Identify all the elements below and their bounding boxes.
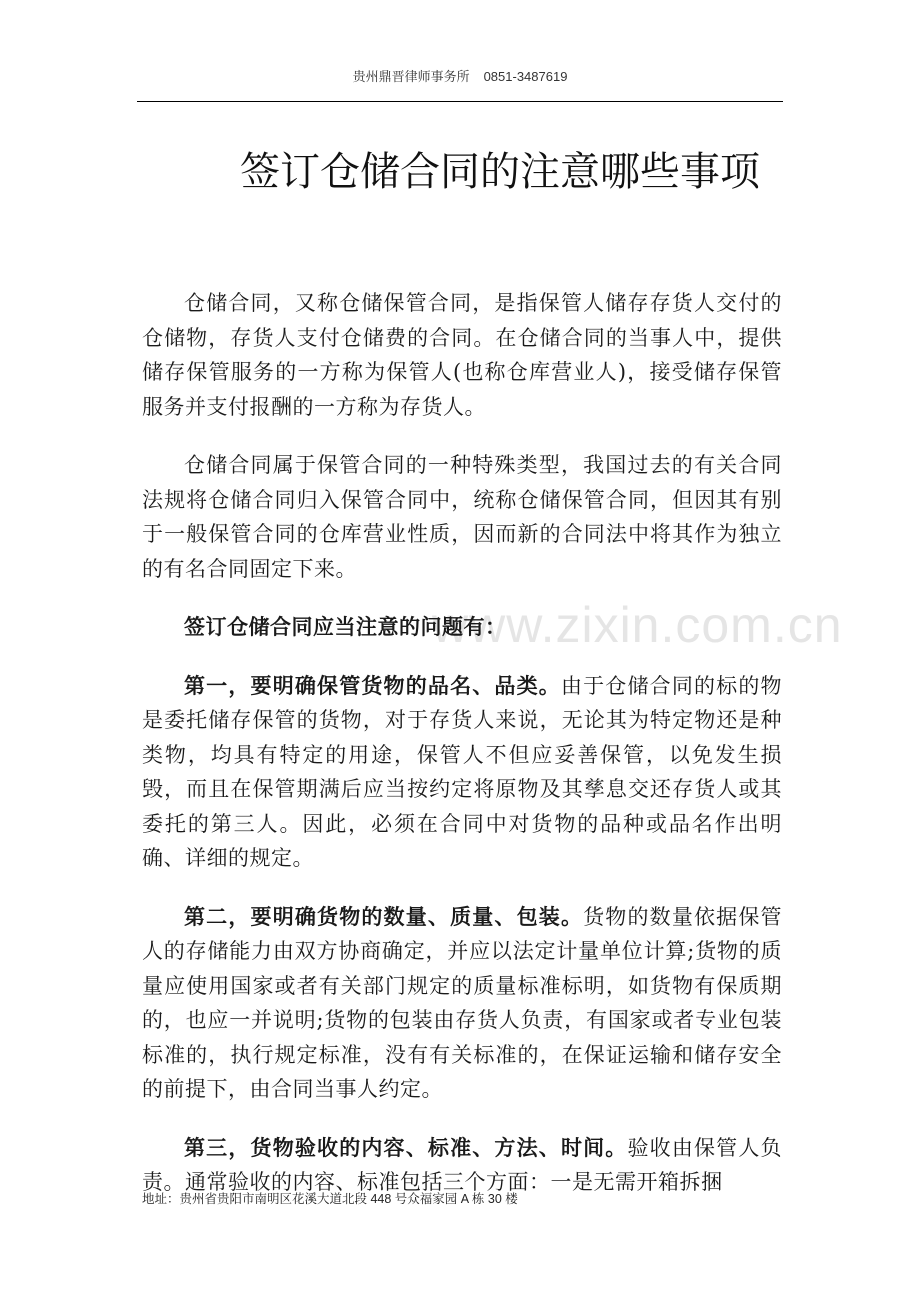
page-footer-address: 地址：贵州省贵阳市南明区花溪大道北段 448 号众福家园 A 栋 30 楼 [142, 1192, 518, 1206]
paragraph-text: 验收由保管人负责。通常验收的内容、标准包括三个方面：一是无需开箱拆捆 [142, 1135, 783, 1194]
paragraph-text: 货物的数量依据保管人的存储能力由双方协商确定，并应以法定计量单位计算;货物的质量应使用国家或者有关部门规定的质量标准标明，如货物有保质期的，也应一并说明;货物的包装由存货人负责，有国家或者专业包装标准的，执行规定标准，没有有关标准的，在保证运输和储存安全的前提下，由合同当事人约定。 [142, 904, 783, 1101]
paragraph-definition [142, 286, 782, 424]
paragraph-lead: 第三，货物验收的内容、标准、方法、时间。 [184, 1134, 628, 1160]
watermark: www.zixin.com.cn [432, 597, 843, 653]
firm-phone: 0851-3487619 [483, 69, 568, 84]
page-header [0, 66, 920, 85]
firm-name: 贵州鼎晋律师事务所 [352, 69, 470, 84]
header-divider [137, 101, 783, 102]
paragraph-lead: 签订仓储合同应当注意的问题有： [184, 614, 507, 639]
paragraph-text: 仓储合同，又称仓储保管合同，是指保管人储存存货人交付的仓储物，存货人支付仓储费的合同。在仓储合同的当事人中，提供储存保管服务的一方称为保管人(也称仓库营业人)，接受储存保管服务并支付报酬的一方称为存货人。 [142, 291, 782, 419]
paragraph-intro [142, 610, 782, 645]
paragraph-lead: 第二，要明确货物的数量、质量、包装。 [184, 903, 584, 929]
paragraph-point-2 [142, 900, 782, 1107]
paragraph-type [142, 448, 782, 586]
paragraph-point-1 [142, 669, 782, 876]
paragraph-text: 由于仓储合同的标的物是委托储存保管的货物，对于存货人来说，无论其为特定物还是种类物，均具有特定的用途，保管人不但应妥善保管，以免发生损毁，而且在保管期满后应当按约定将原物及其孳息交还存货人或其委托的第三人。因此，必须在合同中对货物的品种或品名作出明确、详细的规定。 [142, 673, 783, 870]
document-body [142, 286, 782, 1200]
paragraph-lead: 第一，要明确保管货物的品名、品类。 [184, 672, 561, 698]
paragraph-text: 仓储合同属于保管合同的一种特殊类型，我国过去的有关合同法规将仓储合同归入保管合同中，统称仓储保管合同，但因其有别于一般保管合同的仓库营业性质，因而新的合同法中将其作为独立的有名合同固定下来。 [142, 453, 782, 581]
document-title: 签订仓储合同的注意哪些事项 [240, 149, 760, 195]
